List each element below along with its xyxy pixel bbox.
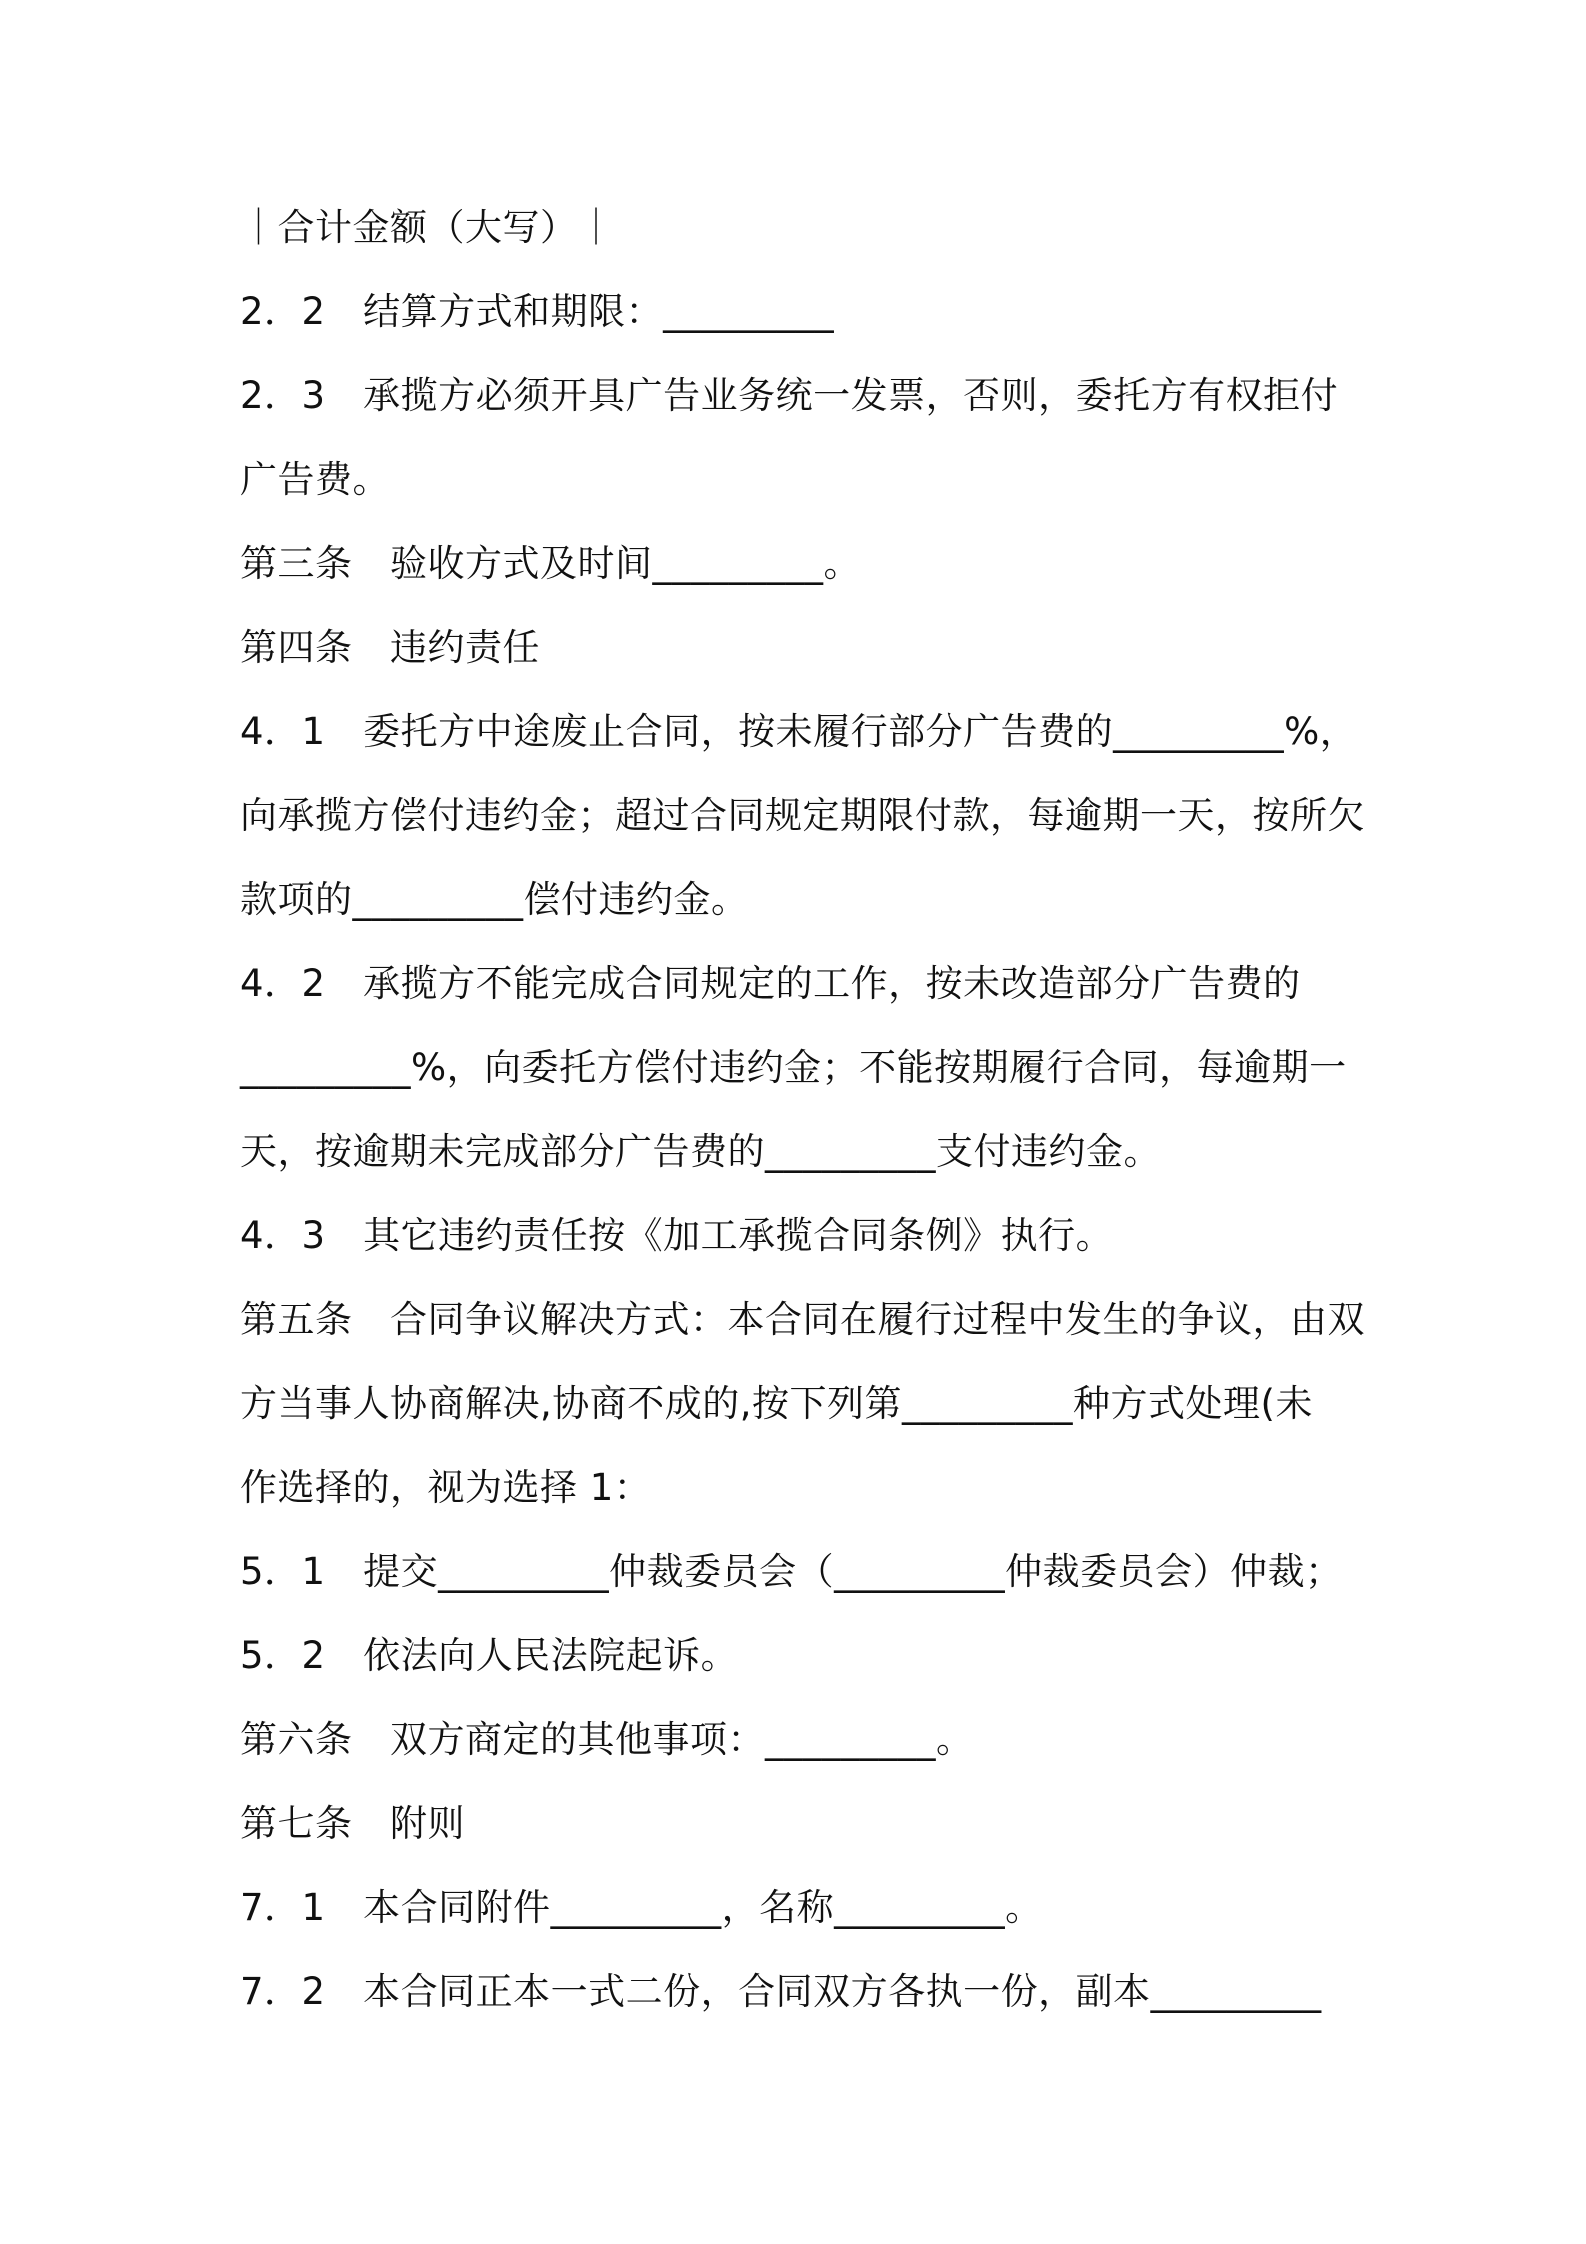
text-line-17: 5．1 提交_________仲裁委员会（_________仲裁委员会）仲裁； — [240, 1550, 1343, 1593]
text-line-16: 作选择的，视为选择 1： — [240, 1466, 652, 1509]
text-line-15: 方当事人协商解决,协商不成的,按下列第_________种方式处理(未 — [240, 1382, 1313, 1425]
text-line-12: 天，按逾期未完成部分广告费的_________支付违约金。 — [240, 1130, 1161, 1173]
text-line-18: 5．2 依法向人民法院起诉。 — [240, 1634, 739, 1677]
text-line-1: ｜合计金额（大写）｜ — [240, 206, 615, 249]
text-line-13: 4．3 其它违约责任按《加工承揽合同条例》执行。 — [240, 1214, 1114, 1257]
text-line-4: 广告费。 — [240, 458, 390, 501]
text-line-9: 款项的_________偿付违约金。 — [240, 878, 749, 921]
text-line-14: 第五条 合同争议解决方式：本合同在履行过程中发生的争议，由双 — [240, 1298, 1365, 1341]
text-line-5: 第三条 验收方式及时间_________。 — [240, 542, 861, 585]
text-line-19: 第六条 双方商定的其他事项：_________。 — [240, 1718, 974, 1761]
text-line-8: 向承揽方偿付违约金；超过合同规定期限付款，每逾期一天，按所欠 — [240, 794, 1365, 837]
text-line-7: 4．1 委托方中途废止合同，按未履行部分广告费的_________%， — [240, 710, 1358, 753]
text-line-22: 7．2 本合同正本一式二份，合同双方各执一份，副本_________ — [240, 1970, 1322, 2013]
text-line-3: 2．3 承揽方必须开具广告业务统一发票，否则，委托方有权拒付 — [240, 374, 1339, 417]
text-line-20: 第七条 附则 — [240, 1802, 465, 1845]
text-line-11: _________%，向委托方偿付违约金；不能按期履行合同，每逾期一 — [240, 1046, 1347, 1089]
text-line-6: 第四条 违约责任 — [240, 626, 540, 669]
text-line-10: 4．2 承揽方不能完成合同规定的工作，按未改造部分广告费的 — [240, 962, 1301, 1005]
text-line-21: 7．1 本合同附件_________，名称_________。 — [240, 1886, 1043, 1929]
text-line-2: 2．2 结算方式和期限：_________ — [240, 290, 835, 333]
